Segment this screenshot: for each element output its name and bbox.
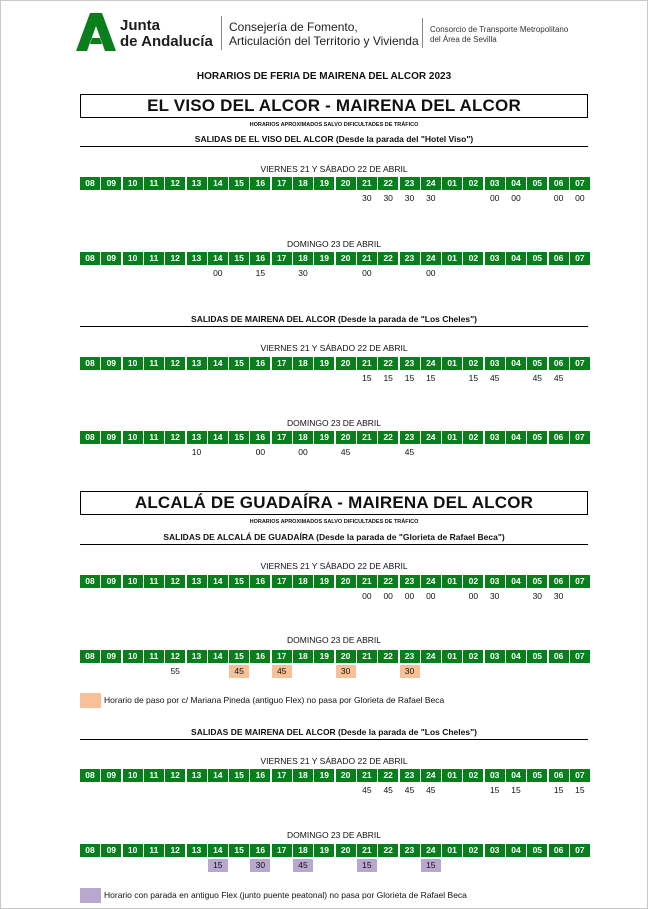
hour-cell: 03: [485, 650, 505, 663]
hour-cell: 13: [187, 431, 207, 444]
hour-cell: 14: [208, 844, 228, 857]
hour-cell: 19: [314, 431, 334, 444]
minute-cell: 10: [191, 447, 202, 457]
hour-cell: 06: [549, 431, 569, 444]
hours-row: [80, 844, 590, 857]
org-name-line2: de Andalucía: [120, 33, 213, 50]
hour-cell: 07: [570, 650, 590, 663]
traffic-disclaimer: HORARIOS APROXIMADOS SALVO DIFICULTADES DE TRÁFICO: [249, 122, 419, 128]
departures-heading: SALIDAS DE MAIRENA DEL ALCOR (Desde la parada de "Los Cheles"): [191, 314, 477, 324]
hour-cell: 11: [144, 357, 164, 370]
minute-cell: 45: [272, 665, 292, 678]
hour-cell: 15: [229, 650, 249, 663]
hour-cell: 19: [314, 357, 334, 370]
hour-cell: 07: [570, 431, 590, 444]
minute-cell: 15: [362, 373, 372, 383]
hour-cell: 08: [80, 769, 100, 782]
minute-cell: 00: [426, 268, 436, 278]
hour-cell: 20: [336, 844, 356, 857]
hours-row: [80, 575, 590, 588]
minute-cell: 45: [362, 785, 372, 795]
minute-cell: 30: [400, 665, 420, 678]
hour-cell: 16: [250, 431, 270, 444]
hour-cell: 12: [165, 575, 185, 588]
hour-cell: 07: [570, 844, 590, 857]
minute-cell: 00: [511, 193, 521, 203]
hour-cell: 08: [80, 575, 100, 588]
hour-cell: 23: [400, 357, 420, 370]
hour-cell: 01: [442, 431, 462, 444]
hour-cell: 19: [314, 252, 334, 265]
minute-cell: 15: [357, 859, 377, 872]
legend-text: Horario de paso por c/ Mariana Pineda (antiguo Flex) no pasa por Glorieta de Rafael Beca: [104, 695, 445, 705]
minute-cell: 30: [298, 268, 308, 278]
hour-cell: 09: [101, 844, 121, 857]
departures-heading: SALIDAS DE EL VISO DEL ALCOR (Desde la parada del "Hotel Viso"): [194, 134, 474, 144]
hour-cell: 03: [485, 575, 505, 588]
minute-cell: 15: [489, 785, 500, 795]
hours-row: [80, 769, 590, 782]
minute-cell: 30: [250, 859, 270, 872]
hour-cell: 17: [272, 844, 292, 857]
heading-rule: [80, 544, 588, 545]
minute-cell: 15: [468, 373, 479, 383]
hour-cell: 05: [527, 844, 547, 857]
minute-cell: 55: [170, 666, 180, 676]
hour-cell: 11: [144, 650, 164, 663]
minutes-row: [80, 267, 590, 280]
hour-cell: 01: [442, 252, 462, 265]
hour-cell: 01: [442, 844, 462, 857]
hour-cell: 10: [123, 844, 143, 857]
departures-heading: SALIDAS DE MAIRENA DEL ALCOR (Desde la parada de "Los Cheles"): [191, 727, 477, 737]
consorcio-line1: Consorcio de Transporte Metropolitano: [430, 25, 569, 34]
legend-swatch: [80, 693, 101, 708]
hour-cell: 15: [229, 431, 249, 444]
hour-cell: 16: [250, 177, 270, 190]
minute-cell: 00: [298, 447, 308, 457]
minute-cell: 45: [489, 373, 500, 383]
hour-cell: 04: [506, 357, 526, 370]
hour-cell: 02: [463, 650, 483, 663]
consorcio-name: [430, 25, 568, 45]
hour-cell: 12: [165, 357, 185, 370]
hour-cell: 04: [506, 431, 526, 444]
minute-cell: 45: [404, 447, 415, 457]
hour-cell: 06: [549, 769, 569, 782]
minute-cell: 30: [553, 591, 564, 601]
hour-cell: 19: [314, 575, 334, 588]
heading-rule: [80, 326, 588, 327]
hour-cell: 04: [506, 769, 526, 782]
day-label: DOMINGO 23 DE ABRIL: [287, 418, 381, 428]
hour-cell: 06: [549, 844, 569, 857]
hour-cell: 22: [378, 575, 398, 588]
minute-cell: 15: [575, 785, 585, 795]
heading-rule: [80, 739, 588, 740]
hour-cell: 02: [463, 575, 483, 588]
hour-cell: 18: [293, 575, 313, 588]
hour-cell: 05: [527, 252, 547, 265]
minute-cell: 45: [553, 373, 564, 383]
hour-cell: 20: [336, 431, 356, 444]
hours-row: [80, 650, 590, 663]
department-line1: Consejería de Fomento,: [229, 20, 358, 34]
hour-cell: 04: [506, 650, 526, 663]
route-title: EL VISO DEL ALCOR - MAIRENA DEL ALCOR: [80, 94, 588, 118]
minute-cell: 45: [532, 373, 543, 383]
minutes-row: [80, 784, 590, 797]
hour-cell: 22: [378, 650, 398, 663]
minute-cell: 15: [404, 373, 415, 383]
hour-cell: 24: [421, 769, 441, 782]
hour-cell: 24: [421, 844, 441, 857]
hour-cell: 05: [527, 357, 547, 370]
minute-cell: 15: [426, 373, 436, 383]
minute-cell: 00: [489, 193, 500, 203]
hour-cell: 15: [229, 177, 249, 190]
traffic-disclaimer: HORARIOS APROXIMADOS SALVO DIFICULTADES DE TRÁFICO: [249, 519, 419, 525]
hour-cell: 23: [400, 252, 420, 265]
minute-cell: 45: [404, 785, 415, 795]
hour-cell: 18: [293, 650, 313, 663]
hour-cell: 24: [421, 431, 441, 444]
day-label: VIERNES 21 Y SÁBADO 22 DE ABRIL: [260, 164, 408, 174]
day-label: DOMINGO 23 DE ABRIL: [287, 239, 381, 249]
hour-cell: 08: [80, 650, 100, 663]
junta-andalucia-logo-icon: [76, 13, 116, 51]
hour-cell: 24: [421, 357, 441, 370]
minute-cell: 45: [383, 785, 393, 795]
hour-cell: 12: [165, 769, 185, 782]
hour-cell: 21: [357, 357, 377, 370]
hours-row: [80, 252, 590, 265]
hour-cell: 20: [336, 650, 356, 663]
hour-cell: 05: [527, 650, 547, 663]
hour-cell: 11: [144, 844, 164, 857]
hour-cell: 16: [250, 650, 270, 663]
hour-cell: 11: [144, 769, 164, 782]
hour-cell: 08: [80, 357, 100, 370]
hour-cell: 19: [314, 650, 334, 663]
legend-text: Horario con parada en antiguo Flex (junto puente peatonal) no pasa por Glorieta de Rafael Beca: [104, 890, 467, 900]
hour-cell: 17: [272, 769, 292, 782]
hour-cell: 06: [549, 650, 569, 663]
minute-cell: 00: [426, 591, 436, 601]
hour-cell: 18: [293, 431, 313, 444]
hour-cell: 22: [378, 357, 398, 370]
hour-cell: 19: [314, 769, 334, 782]
hour-cell: 24: [421, 650, 441, 663]
minute-cell: 30: [404, 193, 415, 203]
hour-cell: 17: [272, 431, 292, 444]
hour-cell: 04: [506, 252, 526, 265]
hour-cell: 08: [80, 252, 100, 265]
minute-cell: 30: [426, 193, 436, 203]
minutes-row: [80, 590, 590, 603]
minutes-row: [80, 446, 590, 459]
hour-cell: 16: [250, 575, 270, 588]
hour-cell: 17: [272, 575, 292, 588]
hour-cell: 10: [123, 177, 143, 190]
hour-cell: 16: [250, 252, 270, 265]
document-title: HORARIOS DE FERIA DE MAIRENA DEL ALCOR 2023: [196, 71, 452, 82]
hour-cell: 16: [250, 844, 270, 857]
minute-cell: 00: [575, 193, 585, 203]
hour-cell: 10: [123, 431, 143, 444]
hour-cell: 15: [229, 769, 249, 782]
day-label: DOMINGO 23 DE ABRIL: [287, 635, 381, 645]
hour-cell: 12: [165, 177, 185, 190]
minute-cell: 45: [426, 785, 436, 795]
hour-cell: 02: [463, 769, 483, 782]
hour-cell: 13: [187, 844, 207, 857]
minutes-row: [80, 665, 590, 678]
hour-cell: 13: [187, 769, 207, 782]
hour-cell: 21: [357, 769, 377, 782]
hour-cell: 08: [80, 177, 100, 190]
hour-cell: 03: [485, 357, 505, 370]
hour-cell: 01: [442, 769, 462, 782]
hour-cell: 10: [123, 575, 143, 588]
hour-cell: 06: [549, 252, 569, 265]
legend-swatch: [80, 888, 101, 903]
hour-cell: 21: [357, 575, 377, 588]
hour-cell: 23: [400, 844, 420, 857]
hour-cell: 13: [187, 357, 207, 370]
hour-cell: 03: [485, 769, 505, 782]
minute-cell: 45: [340, 447, 351, 457]
hour-cell: 20: [336, 769, 356, 782]
hour-cell: 06: [549, 357, 569, 370]
header-divider: [221, 16, 222, 50]
hour-cell: 14: [208, 177, 228, 190]
hour-cell: 23: [400, 650, 420, 663]
day-label: VIERNES 21 Y SÁBADO 22 DE ABRIL: [260, 756, 408, 766]
day-label: VIERNES 21 Y SÁBADO 22 DE ABRIL: [260, 343, 408, 353]
minute-cell: 15: [421, 859, 441, 872]
minute-cell: 00: [213, 268, 223, 278]
hour-cell: 04: [506, 177, 526, 190]
hours-row: [80, 177, 590, 190]
minute-cell: 30: [489, 591, 500, 601]
hour-cell: 11: [144, 431, 164, 444]
hour-cell: 18: [293, 177, 313, 190]
hour-cell: 11: [144, 252, 164, 265]
minute-cell: 15: [553, 785, 564, 795]
hour-cell: 14: [208, 650, 228, 663]
hour-cell: 08: [80, 431, 100, 444]
hour-cell: 12: [165, 650, 185, 663]
hour-cell: 14: [208, 357, 228, 370]
hour-cell: 22: [378, 844, 398, 857]
minute-cell: 30: [362, 193, 372, 203]
hour-cell: 13: [187, 575, 207, 588]
minute-cell: 15: [383, 373, 393, 383]
departures-heading: SALIDAS DE ALCALÁ DE GUADAÍRA (Desde la parada de "Glorieta de Rafael Beca"): [163, 532, 505, 542]
minute-cell: 00: [255, 447, 266, 457]
hour-cell: 02: [463, 844, 483, 857]
hour-cell: 21: [357, 177, 377, 190]
hour-cell: 06: [549, 177, 569, 190]
hour-cell: 04: [506, 844, 526, 857]
hour-cell: 15: [229, 844, 249, 857]
hour-cell: 17: [272, 252, 292, 265]
hour-cell: 21: [357, 431, 377, 444]
hour-cell: 15: [229, 575, 249, 588]
minute-cell: 45: [229, 665, 249, 678]
minute-cell: 00: [404, 591, 415, 601]
hour-cell: 24: [421, 177, 441, 190]
hour-cell: 14: [208, 769, 228, 782]
hour-cell: 10: [123, 357, 143, 370]
department-name: [229, 20, 419, 48]
department-line2: Articulación del Territorio y Vivienda: [229, 34, 419, 48]
hour-cell: 10: [123, 769, 143, 782]
hour-cell: 05: [527, 177, 547, 190]
consorcio-line2: del Área de Sevilla: [430, 35, 497, 44]
minute-cell: 30: [383, 193, 393, 203]
hour-cell: 23: [400, 575, 420, 588]
hour-cell: 02: [463, 252, 483, 265]
minute-cell: 15: [511, 785, 521, 795]
hour-cell: 03: [485, 431, 505, 444]
header-divider: [422, 18, 423, 48]
hour-cell: 23: [400, 431, 420, 444]
hour-cell: 21: [357, 252, 377, 265]
hour-cell: 23: [400, 769, 420, 782]
route-title: ALCALÁ DE GUADAÍRA - MAIRENA DEL ALCOR: [80, 491, 588, 515]
minute-cell: 15: [208, 859, 228, 872]
hour-cell: 17: [272, 650, 292, 663]
hour-cell: 16: [250, 357, 270, 370]
hour-cell: 02: [463, 431, 483, 444]
hour-cell: 04: [506, 575, 526, 588]
hour-cell: 13: [187, 177, 207, 190]
hour-cell: 24: [421, 252, 441, 265]
minute-cell: 00: [362, 591, 372, 601]
hour-cell: 14: [208, 575, 228, 588]
hour-cell: 06: [549, 575, 569, 588]
minutes-row: [80, 859, 590, 872]
minute-cell: 00: [362, 268, 372, 278]
hour-cell: 18: [293, 357, 313, 370]
hour-cell: 03: [485, 177, 505, 190]
hour-cell: 09: [101, 431, 121, 444]
hour-cell: 17: [272, 177, 292, 190]
hour-cell: 24: [421, 575, 441, 588]
hour-cell: 15: [229, 357, 249, 370]
day-label: VIERNES 21 Y SÁBADO 22 DE ABRIL: [260, 561, 408, 571]
minute-cell: 30: [336, 665, 356, 678]
hour-cell: 21: [357, 844, 377, 857]
hour-cell: 18: [293, 769, 313, 782]
hour-cell: 18: [293, 844, 313, 857]
hour-cell: 05: [527, 431, 547, 444]
hour-cell: 01: [442, 357, 462, 370]
hour-cell: 11: [144, 177, 164, 190]
minute-cell: 30: [532, 591, 543, 601]
org-name-line1: Junta: [120, 17, 161, 34]
hour-cell: 14: [208, 252, 228, 265]
hour-cell: 01: [442, 650, 462, 663]
minute-cell: 00: [553, 193, 564, 203]
hour-cell: 20: [336, 177, 356, 190]
hour-cell: 09: [101, 357, 121, 370]
hour-cell: 05: [527, 575, 547, 588]
hour-cell: 07: [570, 575, 590, 588]
hour-cell: 05: [527, 769, 547, 782]
hour-cell: 18: [293, 252, 313, 265]
hour-cell: 03: [485, 252, 505, 265]
minute-cell: 45: [293, 859, 313, 872]
minutes-row: [80, 192, 590, 205]
hour-cell: 07: [570, 252, 590, 265]
hour-cell: 10: [123, 252, 143, 265]
hour-cell: 07: [570, 177, 590, 190]
hour-cell: 21: [357, 650, 377, 663]
hour-cell: 09: [101, 769, 121, 782]
org-name: [120, 18, 213, 50]
hour-cell: 08: [80, 844, 100, 857]
minute-cell: 15: [255, 268, 266, 278]
hour-cell: 12: [165, 252, 185, 265]
hour-cell: 09: [101, 575, 121, 588]
hour-cell: 19: [314, 844, 334, 857]
hour-cell: 20: [336, 357, 356, 370]
hours-row: [80, 357, 590, 370]
hour-cell: 15: [229, 252, 249, 265]
hour-cell: 02: [463, 357, 483, 370]
hour-cell: 20: [336, 575, 356, 588]
hour-cell: 13: [187, 252, 207, 265]
minutes-row: [80, 372, 590, 385]
hours-row: [80, 431, 590, 444]
hour-cell: 20: [336, 252, 356, 265]
minute-cell: 00: [383, 591, 393, 601]
hour-cell: 13: [187, 650, 207, 663]
hour-cell: 01: [442, 575, 462, 588]
hour-cell: 22: [378, 769, 398, 782]
hour-cell: 12: [165, 431, 185, 444]
hour-cell: 12: [165, 844, 185, 857]
hour-cell: 09: [101, 650, 121, 663]
hour-cell: 19: [314, 177, 334, 190]
hour-cell: 22: [378, 252, 398, 265]
hour-cell: 09: [101, 252, 121, 265]
hour-cell: 23: [400, 177, 420, 190]
minute-cell: 00: [468, 591, 479, 601]
hour-cell: 22: [378, 177, 398, 190]
day-label: DOMINGO 23 DE ABRIL: [287, 830, 381, 840]
hour-cell: 17: [272, 357, 292, 370]
hour-cell: 14: [208, 431, 228, 444]
hour-cell: 10: [123, 650, 143, 663]
hour-cell: 07: [570, 357, 590, 370]
hour-cell: 07: [570, 769, 590, 782]
hour-cell: 16: [250, 769, 270, 782]
hour-cell: 02: [463, 177, 483, 190]
hour-cell: 09: [101, 177, 121, 190]
hour-cell: 01: [442, 177, 462, 190]
hour-cell: 22: [378, 431, 398, 444]
heading-rule: [80, 146, 588, 147]
hour-cell: 03: [485, 844, 505, 857]
hour-cell: 11: [144, 575, 164, 588]
